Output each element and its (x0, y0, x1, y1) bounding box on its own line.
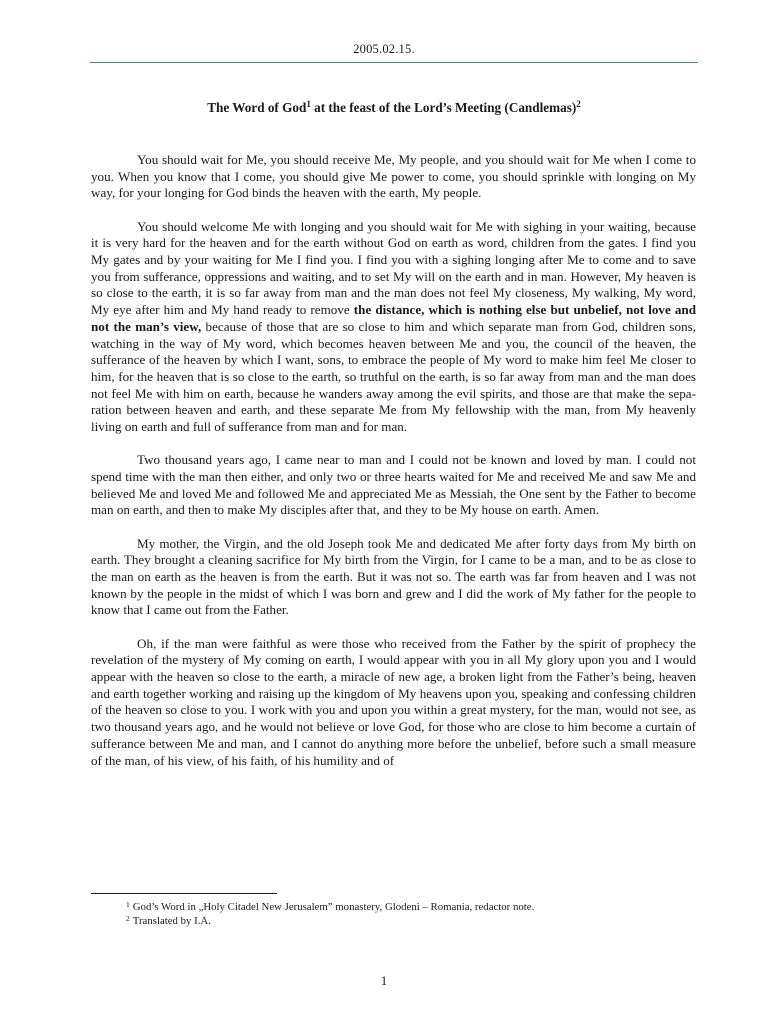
title-text-part2: at the feast of the Lord’s Meeting (Candlemas) (310, 100, 577, 115)
document-body (91, 152, 696, 786)
title-footnote-ref-1[interactable]: 1 (306, 99, 311, 109)
paragraph-2-bold-phrase: the distance, which is nothing else but unbelief, not love and not the man’s view, (91, 302, 696, 334)
title-text-part1: The Word of God (207, 100, 307, 115)
footnote-1-text: God’s Word in „Holy Citadel New Jerusalem” monastery, Glodeni – Romania, redactor note. (132, 901, 535, 913)
header-date: 2005.02.15. (353, 42, 415, 56)
footnote-separator (91, 893, 277, 894)
paragraph-2-text-after: because of those that are so close to him and which separate man from God, children sons, watching in the way of My word, which becomes heaven between Me and you, the council of the heaven, the sufferance of the heaven by which I want, sons, to embrace the people of My word to make him feel Me closer to him, for the heaven that is so close to the earth, so truthful on the earth, is so far away from man and the man does not feel Me with him on earth, because he wanders away among the evil spirits, and those are that make the separation between heaven and earth, and these separate Me from My fellowship with the man, from My heavenly living on earth and full of sufferance from man and for man. (91, 318, 696, 435)
footnote-2 (126, 914, 686, 928)
paragraph-1: You should wait for Me, you should receive Me, My people, and you should wait for Me when I come to you. When you know that I come, you should give Me power to come, you should sprinkle with longing on My way, for your longing for God binds the heaven with the earth, My people. (91, 152, 696, 201)
footnote-2-number: 2 (126, 914, 130, 923)
page-number: 1 (380, 973, 388, 988)
paragraph-5: Oh, if the man were faithful as were those who received from the Father by the spirit of prophecy the revelation of the mystery of My coming on earth, I would appear with you in all My glory upon you and I would appear with the heaven so close to the earth, a miracle of new age, a broken light from the Father’s being, heaven and earth together working and raising up the kingdom of My heavens upon you, speaking and confessing children of the heaven so close to you. I work with you and upon you within a great mystery, for the man, would not see, as two thousand years ago, and he would not believe or love God, for those who are close to him become a curtain of sufferance between Me and man, and I cannot do anything more before the unbelief, before such a small measure of the man, of his view, of his faith, of his humility and of (91, 635, 696, 768)
paragraph-4: My mother, the Virgin, and the old Joseph took Me and dedicated Me after forty days from My birth on earth. They brought a cleaning sacrifice for My birth from the Virgin, for I came to be a man, and to be as close to the man on earth as the heaven is from the earth. But it was not so. The earth was far from heaven and I was not known by the people in the midst of which I was born and grew and I did the work of My father for the people to know that I came out from the Father. (91, 535, 696, 618)
footnotes (126, 900, 686, 928)
footnote-2-text: Translated by I.A. (132, 915, 211, 927)
footnote-1-number: 1 (126, 900, 130, 909)
paragraph-3: Two thousand years ago, I came near to man and I could not be known and loved by man. I could not spend time with the man then either, and only two or three hearts waited for Me and received Me and saw Me and believed Me and loved Me and followed Me and appreciated Me as Messiah, the One sent by the Father to become man on earth, and then to make My disciples after that, and they to be My house on earth. Amen. (91, 452, 696, 518)
title-footnote-ref-2[interactable]: 2 (576, 99, 581, 109)
paragraph-2-text-before: You should welcome Me with longing and you should wait for Me with sighing in your waiting, because it is very hard for the heaven and for the earth without God on earth as word, children from the gates. I find you My gates and by your waiting for Me I find you. I find you with a sighing longing after Me to come and to save you from sufferance, oppressions and waiting, and to set My will on the earth and in man. However, My heaven is so close to the earth, it is so far away from man and the man does not feel My closeness, My walking, My word, My eye after him and My hand ready to remove (91, 218, 696, 318)
paragraph-2 (91, 219, 696, 436)
document-title (90, 100, 698, 116)
footnote-1 (126, 900, 686, 914)
header-rule (90, 62, 698, 63)
